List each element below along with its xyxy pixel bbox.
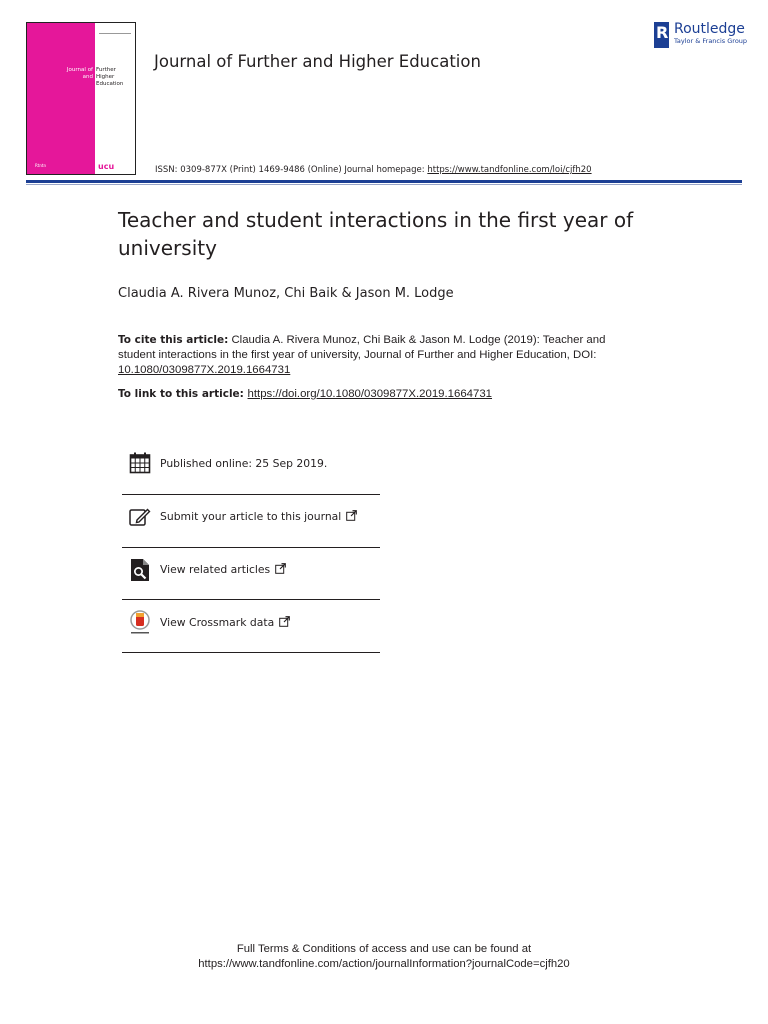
publisher-text: [674, 22, 747, 45]
issn-text: ISSN: 0309-877X (Print) 1469-9486 (Online) Journal homepage:: [155, 165, 428, 175]
external-link-icon: [279, 616, 290, 630]
footer-line-1: Full Terms & Conditions of access and use can be found at: [236, 943, 532, 955]
article-doi-url-link[interactable]: https://doi.org/10.1080/0309877X.2019.1664731: [247, 388, 493, 400]
publisher-name: Routledge: [674, 21, 745, 37]
cover-text-1: Journal of: [66, 67, 93, 73]
footer-terms-link[interactable]: https://www.tandfonline.com/action/journalInformation?journalCode=cjfh20: [198, 958, 570, 970]
header-divider-thin: [26, 184, 742, 185]
routledge-mark-icon: [654, 22, 669, 48]
cite-text: Claudia A. Rivera Munoz, Chi Baik & Jason M. Lodge (2019): Teacher and student interactions in the first year of university, Journal of Further and Higher Education, DOI:: [118, 334, 606, 361]
crossmark-row[interactable]: [122, 597, 380, 649]
cover-logo: ucu: [98, 162, 115, 171]
crossmark-label: View Crossmark data: [160, 616, 275, 629]
related-articles-link[interactable]: [160, 563, 286, 577]
cover-rule: [99, 33, 131, 34]
publisher-logo: [654, 22, 747, 48]
footer-terms: [0, 942, 768, 972]
edit-icon: [128, 505, 152, 529]
article-title: Teacher and student interactions in the first year of university: [118, 208, 634, 260]
submit-article-link[interactable]: [160, 510, 357, 524]
article-link-block: [118, 388, 492, 400]
journal-title: Journal of Further and Higher Education: [154, 52, 481, 71]
cover-text-2: and: [82, 74, 93, 80]
doi-link[interactable]: 10.1080/0309877X.2019.1664731: [118, 364, 291, 376]
external-link-icon: [346, 510, 357, 524]
calendar-icon: [128, 451, 152, 475]
cover-tag: Rtntn: [35, 163, 46, 168]
link-label: To link to this article:: [118, 388, 248, 400]
cover-title-right: [96, 67, 123, 88]
article-authors: Claudia A. Rivera Munoz, Chi Baik & Jason M. Lodge: [118, 286, 454, 301]
cover-pink-panel: [27, 23, 95, 174]
publisher-subtitle: Taylor & Francis Group: [674, 37, 748, 45]
cover-text-4: Higher: [96, 74, 115, 80]
journal-homepage-link[interactable]: https://www.tandfonline.com/loi/cjfh20: [427, 165, 592, 175]
cover-white-panel: [95, 23, 135, 174]
journal-cover: [26, 22, 136, 175]
related-articles-label: View related articles: [160, 563, 271, 576]
cover-text-3: Further: [96, 67, 116, 73]
crossmark-icon: [128, 611, 152, 635]
published-online-row: [122, 437, 380, 489]
header-divider: [26, 180, 742, 183]
cover-title-left: [67, 67, 93, 81]
citation-block: [118, 333, 638, 378]
issn-line: [155, 165, 592, 175]
submit-article-row[interactable]: [122, 491, 380, 543]
cover-text-5: Education: [96, 81, 124, 87]
published-online-text: Published online: 25 Sep 2019.: [160, 456, 328, 470]
cite-label: To cite this article:: [118, 334, 229, 346]
submit-article-label: Submit your article to this journal: [160, 510, 342, 523]
external-link-icon: [275, 563, 286, 577]
action-divider: [122, 652, 380, 653]
related-articles-row[interactable]: [122, 544, 380, 596]
search-document-icon: [128, 558, 152, 582]
crossmark-link[interactable]: [160, 616, 290, 630]
